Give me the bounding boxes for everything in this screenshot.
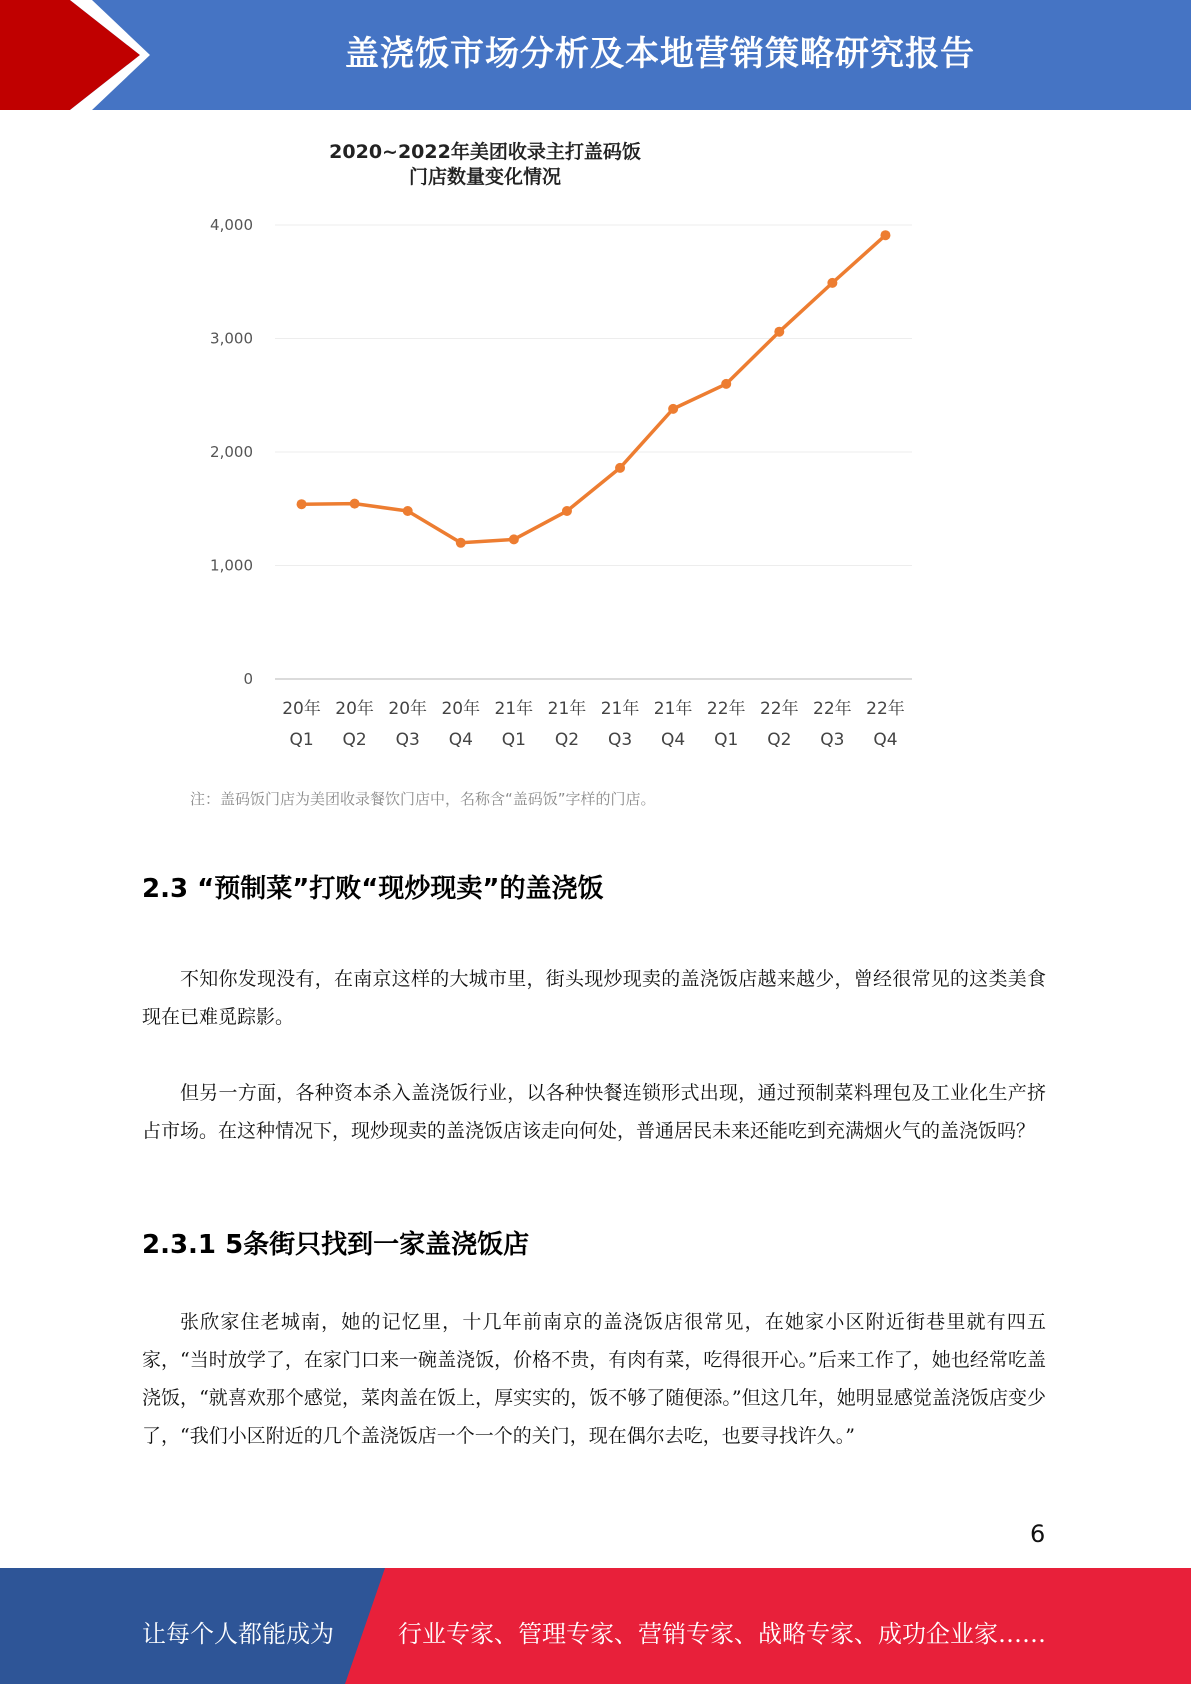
x-tick-label: Q3 (395, 730, 420, 750)
page-number: 6 (1030, 1520, 1046, 1548)
y-tick-label: 0 (243, 670, 253, 688)
x-tick-label: 21年 (653, 699, 693, 719)
data-point (403, 506, 413, 516)
y-tick-label: 1,000 (210, 556, 253, 575)
x-tick-label: Q3 (820, 730, 845, 750)
y-tick-label: 4,000 (210, 216, 253, 234)
x-tick-label: 22年 (866, 699, 905, 719)
x-tick-label: Q2 (554, 730, 580, 750)
x-tick-label: 20年 (282, 699, 321, 719)
x-tick-label: 20年 (441, 699, 481, 719)
y-tick-label: 3,000 (210, 329, 253, 348)
x-tick-label: 21年 (600, 699, 640, 719)
x-tick-label: Q1 (289, 730, 314, 750)
paragraph-1: 不知你发现没有，在南京这样的大城市里，街头现炒现卖的盖浇饭店越来越少，曾经很常见的这类美食现在已难觅踪影。 (142, 968, 1046, 1028)
x-tick-label: Q3 (607, 730, 633, 750)
data-point (615, 463, 625, 473)
section-heading-2-3-1: 2.3.1 5条街只找到一家盖浇饭店 (142, 1230, 530, 1260)
chart-title-line-1: 2020~2022年美团收录主打盖码饭 (329, 141, 641, 163)
chart-plot (190, 140, 950, 780)
data-point (774, 327, 784, 337)
chart-title-line-2: 门店数量变化情况 (408, 166, 561, 188)
x-tick-label: 21年 (494, 699, 534, 719)
data-point (562, 506, 572, 516)
section-heading-2-3: 2.3 “预制菜”打败“现炒现卖”的盖浇饭 (142, 874, 604, 904)
paragraph-2: 但另一方面，各种资本杀入盖浇饭行业，以各种快餐连锁形式出现，通过预制菜料理包及工业化生产挤占市场。在这种情况下，现炒现卖的盖浇饭店该走向何处，普通居民未来还能吃到充满烟火气的盖浇饭吗？ (142, 1082, 1046, 1142)
data-point (350, 499, 360, 509)
x-tick-label: 20年 (335, 699, 374, 719)
x-tick-label: Q2 (767, 730, 792, 750)
x-tick-label: Q4 (448, 730, 473, 750)
data-point (509, 534, 519, 544)
data-point (668, 404, 678, 414)
store-count-chart (190, 140, 950, 810)
page-header (0, 0, 1191, 110)
data-point (827, 278, 837, 288)
data-point (297, 499, 307, 509)
page-footer (0, 1568, 1191, 1684)
chart-note: 注：盖码饭门店为美团收录餐饮门店中，名称含“盖码饭”字样的门店。 (190, 790, 656, 808)
x-tick-label: Q4 (873, 730, 898, 750)
data-point (456, 538, 466, 548)
y-tick-label: 2,000 (210, 443, 253, 461)
x-tick-label: Q1 (714, 730, 739, 750)
series-line (302, 235, 886, 543)
report-title: 盖浇饭市场分析及本地营销策略研究报告 (345, 34, 975, 74)
x-tick-label: Q1 (501, 730, 526, 750)
x-tick-label: 20年 (388, 699, 428, 719)
footer-slogan-right: 行业专家、管理专家、营销专家、战略专家、成功企业家…… (398, 1620, 1046, 1648)
x-tick-label: 22年 (706, 699, 746, 719)
x-tick-label: 21年 (547, 699, 587, 719)
data-point (880, 230, 890, 240)
x-tick-label: Q4 (661, 730, 686, 750)
x-tick-label: 22年 (759, 699, 799, 719)
paragraph-3: 张欣家住老城南，她的记忆里，十几年前南京的盖浇饭店很常见，在她家小区附近街巷里就有四五家，“当时放学了，在家门口来一碗盖浇饭，价格不贵，有肉有菜，吃得很开心。”后来工作了，她也经常吃盖浇饭，“就喜欢那个感觉，菜肉盖在饭上，厚实实的，饭不够了随便添。”但这几年，她明显感觉盖浇饭店变少了，“我们小区附近的几个盖浇饭店一个一个的关门，现在偶尔去吃，也要寻找许久。” (142, 1311, 1046, 1447)
x-tick-label: 22年 (813, 699, 852, 719)
footer-slogan-left: 让每个人都能成为 (142, 1620, 334, 1648)
x-tick-label: Q2 (342, 730, 367, 750)
data-point (721, 379, 731, 389)
